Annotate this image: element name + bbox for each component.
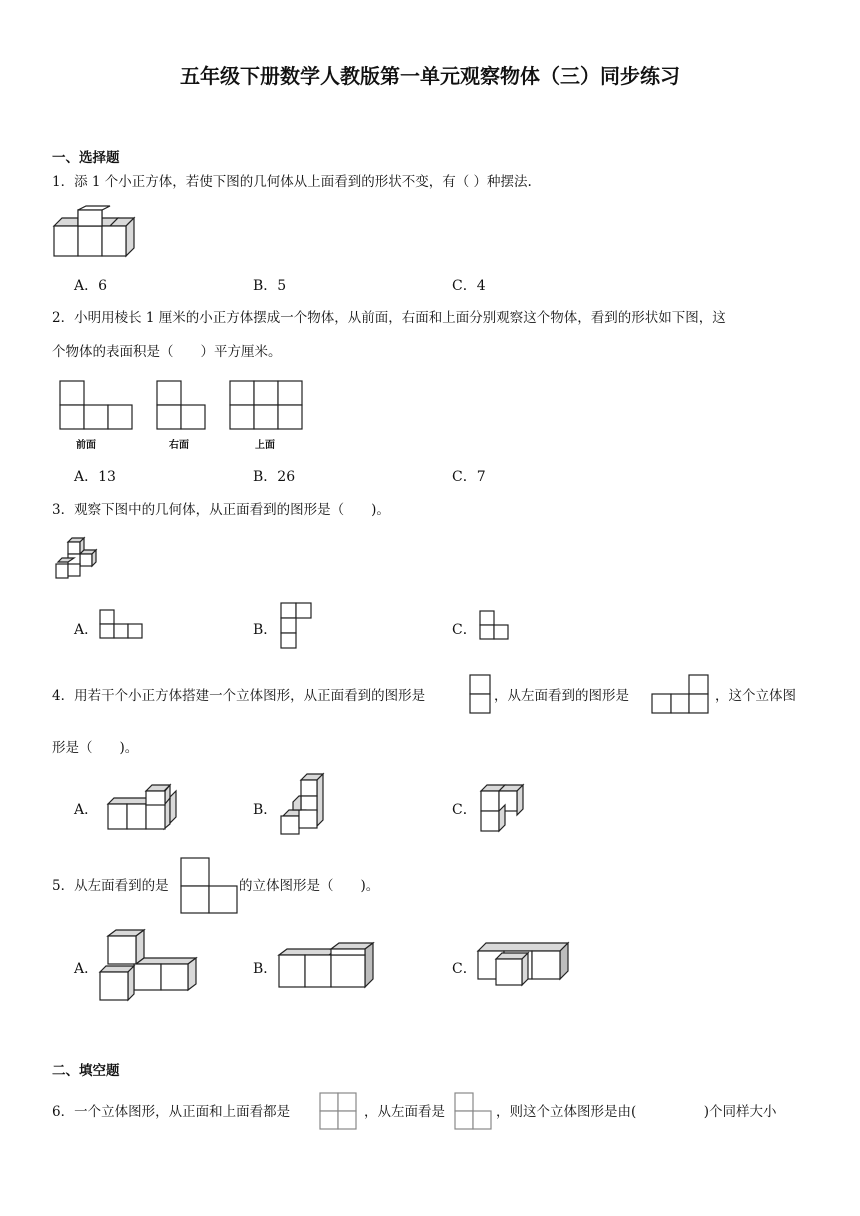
question-1-text: 1．添 1 个小正方体，若使下图的几何体从上面看到的形状不变，有（ ）种摆法. (52, 174, 532, 190)
question-3-option-a-figure (100, 610, 146, 640)
question-4-text-line2: 形是（ )。 (52, 740, 139, 756)
question-4-option-b[interactable]: B． (253, 802, 278, 818)
question-1-option-a[interactable]: A．6 (74, 278, 108, 294)
question-4-option-b-figure (279, 772, 329, 838)
question-5-text-part2: 的立体图形是（ )。 (239, 878, 380, 894)
question-5-option-c[interactable]: C． (452, 961, 477, 977)
question-2-view-label-front: 前面 (76, 440, 96, 451)
question-3-option-b-figure (281, 603, 313, 649)
question-3-option-c[interactable]: C． (452, 622, 477, 638)
question-2-right-view (157, 381, 207, 431)
question-4-option-c[interactable]: C． (452, 802, 477, 818)
question-3-option-c-figure (480, 611, 512, 641)
question-5-left-view (180, 857, 240, 915)
question-1-figure (52, 206, 142, 256)
question-4-option-c-figure (479, 783, 529, 833)
question-1-option-b[interactable]: B．5 (253, 278, 287, 294)
question-3-text: 3．观察下图中的几何体，从正面看到的图形是（ )。 (52, 502, 390, 518)
question-3-option-a[interactable]: A． (74, 622, 99, 638)
question-2-option-c[interactable]: C．7 (452, 469, 486, 485)
question-4-text-part2: ，从左面看到的图形是 (494, 688, 629, 704)
question-2-top-view (230, 381, 304, 431)
question-5-option-b-figure (277, 941, 377, 991)
question-5-option-c-figure (476, 941, 572, 987)
question-5-option-a[interactable]: A． (74, 961, 99, 977)
question-3-figure (54, 538, 100, 582)
question-2-option-a[interactable]: A．13 (74, 469, 116, 485)
question-2-text-line2: 个物体的表面积是（ ）平方厘米。 (52, 344, 282, 360)
question-4-text-part1: 4．用若干个小正方体搭建一个立体图形，从正面看到的图形是 (52, 688, 426, 704)
question-6-front-top-view (318, 1091, 360, 1131)
question-5-option-a-figure (98, 928, 198, 1002)
question-4-option-a-figure (104, 783, 184, 831)
question-5-text-part1: 5．从左面看到的是 (52, 878, 169, 894)
page-title: 五年级下册数学人教版第一单元观察物体（三）同步练习 (180, 64, 680, 88)
question-2-front-view (60, 381, 134, 431)
question-2-view-label-top: 上面 (255, 440, 275, 451)
question-2-option-b[interactable]: B．26 (253, 469, 296, 485)
question-4-text-part3: ，这个立体图 (715, 688, 796, 704)
question-3-option-b[interactable]: B． (253, 622, 278, 638)
question-4-front-view (469, 674, 493, 716)
question-6-text-part2: ，从左面看是 (364, 1104, 445, 1120)
question-5-option-b[interactable]: B． (253, 961, 278, 977)
question-6-text-part3: ，则这个立体图形是由( )个同样大小 (496, 1104, 777, 1120)
section-heading-choice: 一、选择题 (52, 150, 120, 166)
section-heading-fill: 二、填空题 (52, 1063, 120, 1079)
question-6-text-part1: 6．一个立体图形，从正面和上面看都是 (52, 1104, 291, 1120)
question-2-view-label-right: 右面 (169, 440, 189, 451)
question-2-text-line1: 2．小明用棱长 1 厘米的小正方体摆成一个物体，从前面，右面和上面分别观察这个物体，看到的形状如下图，这 (52, 310, 726, 326)
question-1-option-c[interactable]: C．4 (452, 278, 486, 294)
question-6-left-view (453, 1091, 495, 1133)
question-4-option-a[interactable]: A． (74, 802, 99, 818)
question-4-left-view (651, 674, 713, 716)
